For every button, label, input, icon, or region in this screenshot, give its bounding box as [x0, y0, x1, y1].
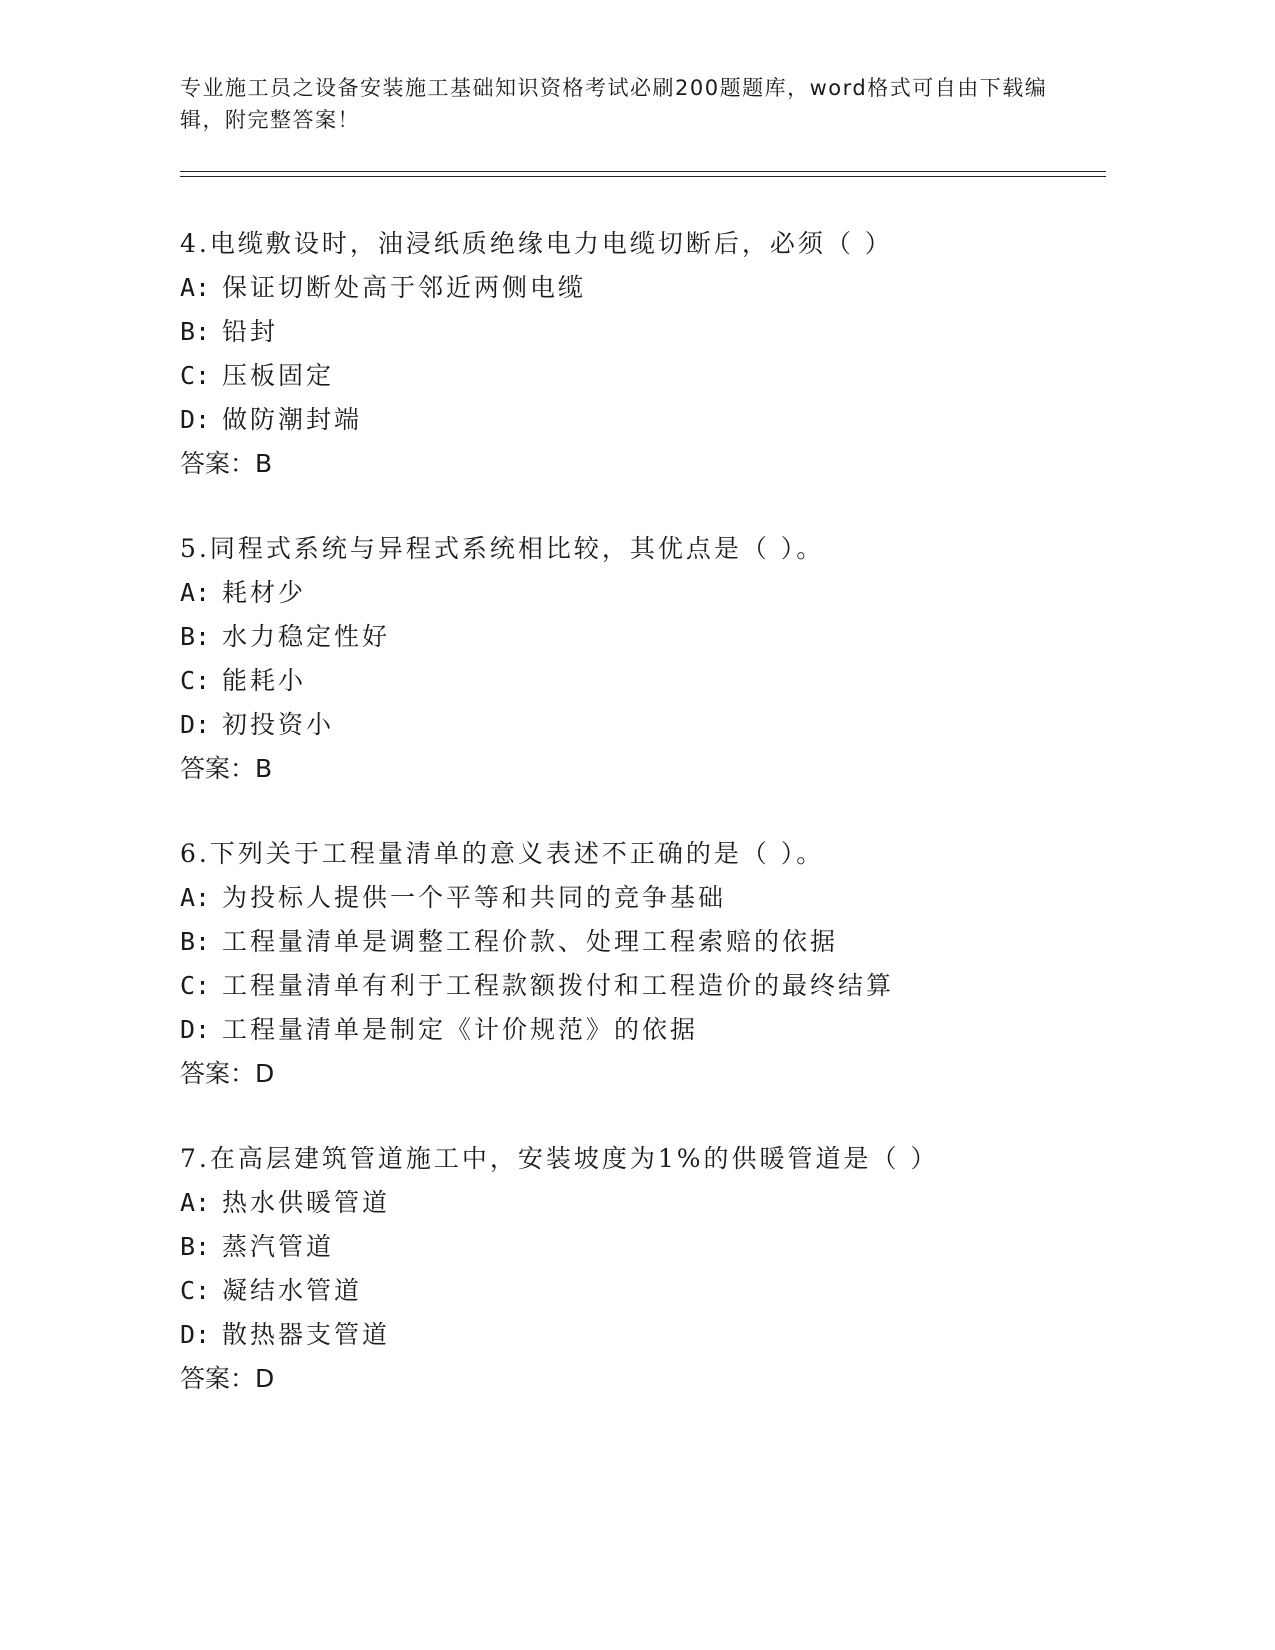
- option-letter: D:: [180, 405, 211, 434]
- option-a: [180, 571, 1180, 615]
- option-letter: C:: [180, 1276, 211, 1305]
- option-text: 铅封: [222, 317, 279, 346]
- option-letter: D:: [180, 710, 211, 739]
- answer-label: 答案：D: [180, 1364, 275, 1393]
- option-letter: A:: [180, 578, 211, 607]
- option-text: 为投标人提供一个平等和共同的竞争基础: [222, 883, 727, 912]
- option-letter: B:: [180, 927, 211, 956]
- option-b: [180, 920, 1180, 964]
- option-letter: C:: [180, 971, 211, 1000]
- option-c: [180, 354, 1180, 398]
- option-text: 水力稳定性好: [222, 622, 391, 651]
- option-a: [180, 876, 1180, 920]
- option-text: 工程量清单有利于工程款额拨付和工程造价的最终结算: [222, 971, 895, 1000]
- option-c: [180, 1269, 1180, 1313]
- option-letter: A:: [180, 1188, 211, 1217]
- option-letter: C:: [180, 361, 211, 390]
- option-d: [180, 398, 1180, 442]
- option-letter: A:: [180, 273, 211, 302]
- option-letter: D:: [180, 1320, 211, 1349]
- question-7: [180, 1137, 1180, 1401]
- option-text: 凝结水管道: [222, 1276, 363, 1305]
- option-letter: A:: [180, 883, 211, 912]
- option-text: 做防潮封端: [222, 405, 363, 434]
- document-header: 专业施工员之设备安装施工基础知识资格考试必刷200题题库，word格式可自由下载编辑，附完整答案！: [180, 76, 1048, 132]
- question-stem: 5.同程式系统与异程式系统相比较，其优点是（ ）。: [180, 534, 825, 563]
- option-text: 初投资小: [222, 710, 335, 739]
- answer-label: 答案：D: [180, 1059, 275, 1088]
- option-letter: C:: [180, 666, 211, 695]
- option-text: 工程量清单是制定《计价规范》的依据: [222, 1015, 699, 1044]
- option-a: [180, 266, 1180, 310]
- question-stem: 6.下列关于工程量清单的意义表述不正确的是（ ）。: [180, 839, 825, 868]
- option-text: 压板固定: [222, 361, 335, 390]
- option-text: 蒸汽管道: [222, 1232, 335, 1261]
- option-letter: B:: [180, 1232, 211, 1261]
- option-text: 能耗小: [222, 666, 307, 695]
- question-stem: 4.电缆敷设时，油浸纸质绝缘电力电缆切断后，必须（ ）: [180, 229, 893, 258]
- question-6: [180, 832, 1180, 1096]
- option-c: [180, 964, 1180, 1008]
- question-5: [180, 527, 1180, 791]
- option-text: 工程量清单是调整工程价款、处理工程索赔的依据: [222, 927, 839, 956]
- question-stem: 7.在高层建筑管道施工中，安装坡度为1%的供暖管道是（ ）: [180, 1144, 939, 1173]
- option-b: [180, 615, 1180, 659]
- header-divider-bottom: [180, 176, 1106, 177]
- option-letter: B:: [180, 622, 211, 651]
- option-b: [180, 1225, 1180, 1269]
- answer-label: 答案：B: [180, 449, 273, 478]
- header-divider-top: [180, 171, 1106, 172]
- option-letter: D:: [180, 1015, 211, 1044]
- option-d: [180, 1313, 1180, 1357]
- option-d: [180, 1008, 1180, 1052]
- option-text: 保证切断处高于邻近两侧电缆: [222, 273, 587, 302]
- option-c: [180, 659, 1180, 703]
- option-a: [180, 1181, 1180, 1225]
- option-text: 散热器支管道: [222, 1320, 391, 1349]
- option-text: 耗材少: [222, 578, 307, 607]
- answer-label: 答案：B: [180, 754, 273, 783]
- option-text: 热水供暖管道: [222, 1188, 391, 1217]
- option-letter: B:: [180, 317, 211, 346]
- option-d: [180, 703, 1180, 747]
- question-4: [180, 222, 1180, 486]
- option-b: [180, 310, 1180, 354]
